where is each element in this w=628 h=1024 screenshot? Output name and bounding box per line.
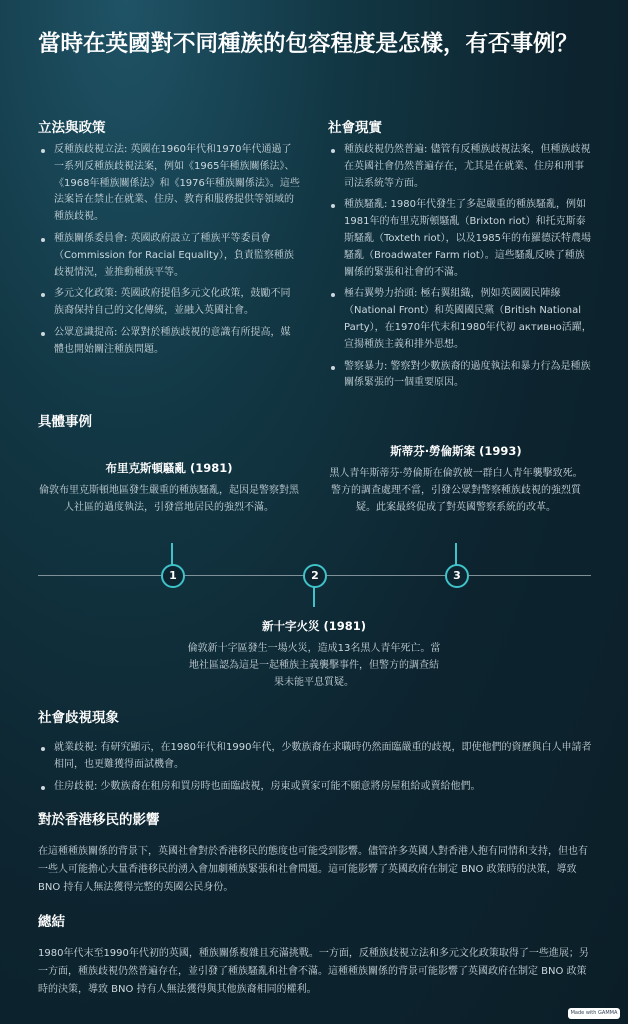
timeline-event-2 xyxy=(186,618,442,691)
reality-heading: 社會現實 xyxy=(328,120,382,136)
list-item: 多元文化政策: 英國政府提倡多元文化政策，鼓勵不同族裔保持自己的文化傳統，並融入英國社會。 xyxy=(38,286,300,320)
list-item: 種族歧視仍然普遍: 儘管有反種族歧視法案，但種族歧視在英國社會仍然普遍存在，尤其是在就業、住房和刑事司法系統等方面。 xyxy=(328,142,592,192)
event-title: 斯蒂芬·勞倫斯案 (1993) xyxy=(390,444,522,458)
list-item: 公眾意識提高: 公眾對於種族歧視的意識有所提高，媒體也開始關注種族問題。 xyxy=(38,325,300,359)
event-title: 布里克斯頓騷亂 (1981) xyxy=(105,461,233,475)
discrimination-list xyxy=(38,740,594,800)
discrimination-heading: 社會歧視現象 xyxy=(38,710,119,726)
legislation-heading: 立法與政策 xyxy=(38,120,106,136)
hk-impact-text: 在這種種族關係的背景下，英國社會對於香港移民的態度也可能受到影響。儘管許多英國人對香港人抱有同情和支持，但也有一些人可能擔心大量香港移民的湧入會加劇種族緊張和社會問題。這可能影響了英國政府在制定 BNO 政策時的決策，導致 BNO 持有人無法獲得完整的英國公民身份。 xyxy=(38,846,588,893)
timeline-connector xyxy=(313,585,315,607)
list-item: 警察暴力: 警察對少數族裔的過度執法和暴力行為是種族關係緊張的一個重要原因。 xyxy=(328,359,592,393)
summary-heading: 總結 xyxy=(38,914,65,930)
legislation-list xyxy=(38,142,300,364)
reality-list xyxy=(328,142,592,397)
event-description: 黑人青年斯蒂芬·勞倫斯在倫敦被一群白人青年襲擊致死。警方的調查處理不當，引發公眾對警察種族歧視的強烈質疑。此案最終促成了對英國警察系統的改革。 xyxy=(329,468,583,513)
timeline-connector xyxy=(455,543,457,565)
page-title: 當時在英國對不同種族的包容程度是怎樣，有否事例？ xyxy=(38,31,579,57)
timeline-connector xyxy=(171,543,173,565)
timeline-event-1 xyxy=(38,460,300,516)
timeline-node-2: 2 xyxy=(303,564,327,588)
timeline-event-3 xyxy=(328,443,584,516)
timeline-node-1: 1 xyxy=(161,564,185,588)
list-item: 反種族歧視立法: 英國在1960年代和1970年代通過了一系列反種族歧視法案，例如《1965年種族關係法》、《1968年種族關係法》和《1976年種族關係法》。這些法案旨在禁止在就業、住房、教育和服務提供等領域的種族歧視。 xyxy=(38,142,300,226)
event-description: 倫敦新十字區發生一場火災，造成13名黑人青年死亡。當地社區認為這是一起種族主義襲擊事件，但警方的調查結果未能平息質疑。 xyxy=(187,643,441,688)
list-item: 種族關係委員會: 英國政府設立了種族平等委員會（Commission for Racial Equality），負責監察種族歧視情況，並推動種族平等。 xyxy=(38,231,300,281)
list-item: 就業歧視: 有研究顯示，在1980年代和1990年代，少數族裔在求職時仍然面臨嚴重的歧視，即使他們的資歷與白人申請者相同，也更難獲得面試機會。 xyxy=(38,740,594,774)
summary-text: 1980年代末至1990年代初的英國，種族關係複雜且充滿挑戰。一方面，反種族歧視立法和多元文化政策取得了一些進展；另一方面，種族歧視仍然普遍存在，並引發了種族騷亂和社會不滿。這種種族關係的背景可能影響了英國政府在制定 BNO 政策時的決策，導致 BNO 持有人無法獲得與其他族裔相同的權利。 xyxy=(38,948,589,995)
cases-heading: 具體事例 xyxy=(38,414,92,430)
timeline-node-3: 3 xyxy=(445,564,469,588)
list-item: 住房歧視: 少數族裔在租房和買房時也面臨歧視，房東或賣家可能不願意將房屋租給或賣給他們。 xyxy=(38,779,594,796)
list-item: 極右翼勢力抬頭: 極右翼組織，例如英國國民陣線（National Front）和英國國民黨（British National Party），在1970年代末和1980年代初 активно活躍，宣揚種族主義和排外思想。 xyxy=(328,286,592,353)
event-description: 倫敦布里克斯頓地區發生嚴重的種族騷亂，起因是警察對黑人社區的過度執法，引發當地居民的強烈不滿。 xyxy=(39,485,299,513)
made-with-badge[interactable]: Made with GAMMA xyxy=(568,1008,620,1019)
list-item: 種族騷亂: 1980年代發生了多起嚴重的種族騷亂，例如1981年的布里克斯頓騷亂（Brixton riot）和托克斯泰斯騷亂（Toxteth riot），以及1985年的布羅德沃特農場騷亂（Broadwater Farm riot）。這些騷亂反映了種族關係的緊張和社會的不滿。 xyxy=(328,197,592,281)
event-title: 新十字火災 (1981) xyxy=(261,619,367,633)
hk-impact-heading: 對於香港移民的影響 xyxy=(38,812,160,828)
